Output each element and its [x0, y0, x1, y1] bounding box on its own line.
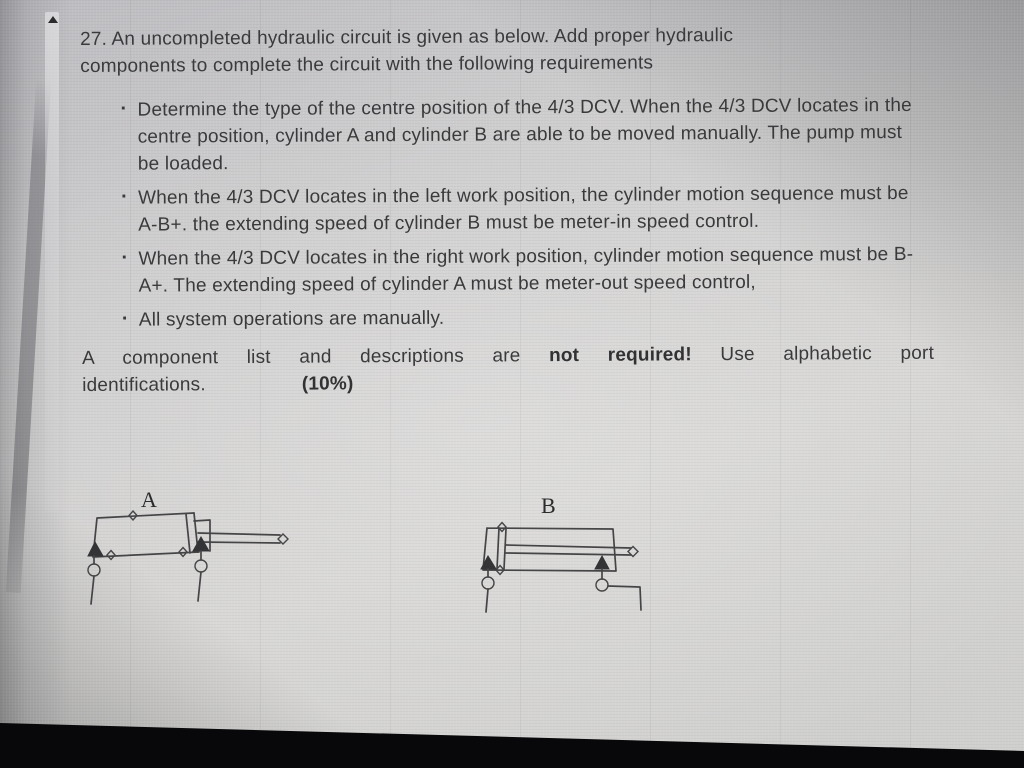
cylinder-b-right-port-circle-icon [596, 579, 608, 591]
note-bold-text: not required! [548, 344, 692, 367]
cylinder-a-left-port-line [91, 576, 94, 604]
note-text: A component list and descriptions are [81, 345, 550, 369]
bullet-icon: · [120, 97, 128, 120]
question-heading: 27. An uncompleted hydraulic circuit is given as below. Add proper hydraulic components to complete the circuit with the following requirements [80, 25, 734, 77]
cylinder-a-diagram [88, 487, 288, 604]
bullet-icon: · [120, 185, 128, 208]
bullet-icon: · [121, 307, 129, 330]
requirement-text: Determine the type of the centre position of the 4/3 DCV. When the 4/3 DCV locates in the centre position, cylinder A and cylinder B are able to be moved manually. The pump must be loaded. [137, 94, 912, 175]
cylinder-a-right-port-circle-icon [195, 560, 207, 572]
cylinder-b-left-port-circle-icon [482, 577, 494, 589]
requirement-text: All system operations are manually. [138, 307, 445, 331]
cylinder-a-right-port-line [198, 572, 201, 601]
requirement-text: When the 4/3 DCV locates in the right work position, cylinder motion sequence must be B-A+. The extending speed of cylinder A must be meter-out speed control, [138, 243, 914, 297]
bullet-icon: · [121, 246, 129, 269]
cylinder-a-body [93, 513, 199, 557]
cylinder-a-left-port-diamond-icon [107, 551, 115, 560]
cylinder-b-rod [506, 545, 631, 555]
cylinder-a-label: A [141, 487, 157, 512]
requirement-text: When the 4/3 DCV locates in the left work position, the cylinder motion sequence must be A-B+. the extending speed of cylinder B must be meter-in speed control. [137, 182, 909, 236]
cylinder-a-left-port-circle-icon [88, 564, 100, 576]
cylinder-b-body [483, 528, 616, 571]
cylinder-b-diagram [481, 493, 641, 612]
cylinder-b-piston [497, 528, 506, 569]
cylinder-b-left-port-line [486, 589, 488, 612]
cylinder-b-label: B [541, 493, 556, 518]
note-text: identifications. [82, 374, 206, 396]
cylinder-b-right-port-elbow-line [608, 586, 641, 610]
cylinder-b-right-port-arrow-icon [595, 556, 609, 569]
marks-value: (10%) [301, 373, 354, 395]
note-text: Use alphabetic port [691, 342, 935, 366]
cylinder-a-left-port-arrow-icon [88, 542, 103, 556]
cylinder-a-right-port-arrow-icon [193, 537, 209, 551]
